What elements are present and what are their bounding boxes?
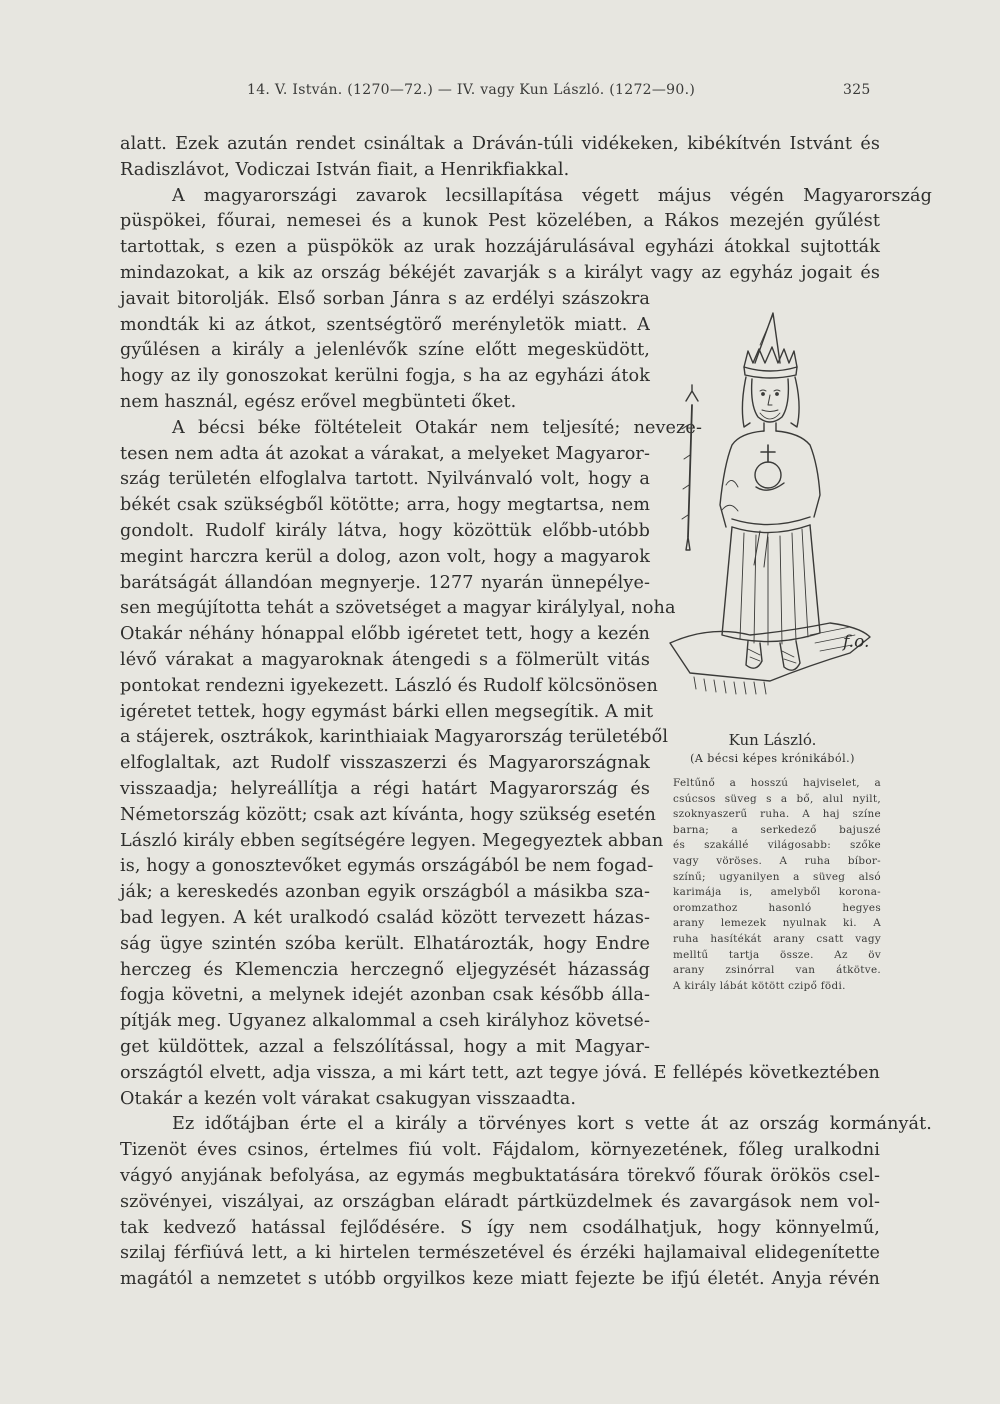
text-line: magától a nemzetet s utóbb orgyilkos keze miatt fejezte be ifjú életét. Anyja révén [120, 1269, 880, 1290]
text-line: vágyó anyjának befolyása, az egymás megbuktatására törekvő főurak örökös csel- [120, 1165, 880, 1186]
text-line: Radiszlávot, Vodiczai István fiait, a Henrikfiakkal. [120, 159, 570, 180]
king-illustration [660, 305, 885, 725]
caption-line: ruha hasítékát arany csatt vagy [673, 932, 881, 945]
text-line: tak kedvező hatással fejlődésére. S így nem csodálhatjuk, hogy könnyelmű, [120, 1217, 880, 1238]
artist-signature: f.o. [843, 632, 870, 652]
text-line: fogja követni, a melynek idejét azonban csak később álla- [120, 985, 650, 1006]
text-line: sen megújította tehát a szövetséget a magyar királylyal, noha [120, 598, 676, 619]
text-line: gyűlésen a király a jelenlévők színe előtt megesküdött, [120, 340, 650, 361]
text-line: Tizenöt éves csinos, értelmes fiú volt. Fájdalom, környezetének, főleg uralkodni [120, 1140, 880, 1161]
caption-line: és szakállé világosabb: szőke [673, 839, 881, 852]
figure-source: (A bécsi képes krónikából.) [690, 752, 855, 765]
text-line: nem használ, egész erővel megbünteti őket. [120, 391, 517, 412]
text-line: Otakár néhány hónappal előbb igéretet tett, hogy a kezén [120, 624, 650, 645]
caption-line: arany lemezek nyulnak ki. A [673, 917, 881, 930]
text-line: László király ebben segítségére legyen. Megegyeztek abban [120, 830, 664, 851]
caption-line: szoknyaszerű ruha. A haj színe [673, 808, 881, 821]
running-title: 14. V. István. (1270—72.) — IV. vagy Kun László. (1272—90.) [247, 82, 696, 98]
caption-line: arany zsinórral van átkötve. [673, 964, 881, 977]
text-line: ság ügye szintén szóba került. Elhatározták, hogy Endre [120, 933, 650, 954]
text-line: mindazokat, a kik az ország békéjét zavarják s a királyt vagy az egyház jogait és [120, 262, 880, 283]
text-line: szilaj férfiúvá lett, a ki hirtelen természetével és érzéki hajlamaival elidegenítette [120, 1243, 880, 1264]
text-line: pontokat rendezni igyekezett. László és Rudolf kölcsönösen [120, 675, 658, 696]
text-line: elfoglaltak, azt Rudolf visszaszerzi és Magyarországnak [120, 753, 650, 774]
figure-description [673, 776, 881, 994]
text-line: get küldöttek, azzal a felszólítással, hogy a mit Magyar- [120, 1036, 650, 1057]
caption-line: karimája is, amelyből korona- [673, 886, 881, 899]
text-line: megint harczra kerül a dolog, azon volt, hogy a magyarok [120, 546, 650, 567]
caption-line: melltű tartja össze. Az öv [673, 948, 881, 961]
text-line: Ez időtájban érte el a király a törvényes kort s vette át az ország kormányát. [172, 1114, 932, 1135]
text-line: hogy az ily gonoszokat kerülni fogja, s ha az egyházi átok [120, 366, 650, 387]
text-line: szövényei, viszályai, az országban eláradt pártküzdelmek és zavargások nem vol- [120, 1191, 880, 1212]
text-line: alatt. Ezek azután rendet csináltak a Dráván-túli vidékeken, kibékítvén Istvánt és [120, 134, 880, 154]
figure-title: Kun László. [728, 731, 817, 749]
text-line: pítják meg. Ugyanez alkalommal a cseh királyhoz követsé- [120, 1011, 650, 1032]
text-line: javait bitorolják. Első sorban Jánra s az erdélyi szászokra [120, 288, 650, 309]
body-text-top [120, 132, 932, 287]
text-line: országtól elvett, adja vissza, a mi kárt tett, azt tegye jóvá. E fellépés következtében [120, 1062, 880, 1083]
text-line: barátságát állandóan megnyerje. 1277 nyarán ünnepélye- [120, 572, 650, 593]
text-line: a stájerek, osztrákok, karinthiaiak Magyarország területéből [120, 727, 669, 748]
text-line: ják; a kereskedés azonban egyik országból a másikba sza- [120, 882, 650, 903]
caption-line: oromzathoz hasonló hegyes [673, 901, 881, 914]
text-line: A bécsi béke föltételeit Otakár nem teljesíté; neveze- [172, 417, 702, 438]
page-number: 325 [843, 82, 871, 98]
text-line: tesen nem adta át azokat a várakat, a melyeket Magyaror- [120, 443, 650, 464]
text-line: püspökei, főurai, nemesei és a kunok Pest közelében, a Rákos mezején gyűlést [120, 211, 880, 232]
text-line: herczeg és Klemenczia herczegnő eljegyzését házasság [120, 959, 650, 980]
text-line: tartottak, s ezen a püspökök az urak hozzájárulásával egyházi átokkal sujtották [120, 237, 880, 258]
caption-line: vagy vöröses. A ruha bíbor- [673, 854, 881, 867]
text-line: bad legyen. A két uralkodó család között tervezett házas- [120, 907, 650, 928]
body-text-bottom [120, 1061, 932, 1293]
text-line: igéretet tettek, hogy egymást bárki ellen megsegítik. A mit [120, 701, 654, 722]
text-line: gondolt. Rudolf király látva, hogy közöttük előbb-utóbb [120, 520, 650, 541]
text-line: szág területén elfoglalva tartott. Nyilvánvaló volt, hogy a [120, 469, 650, 490]
caption-line: csúcsos süveg s a bő, alul nyilt, [673, 792, 881, 805]
text-line: lévő várakat a magyaroknak átengedi s a fölmerült vitás [120, 649, 650, 670]
text-line: békét csak szükségből kötötte; arra, hogy megtartsa, nem [120, 495, 650, 516]
text-line: A magyarországi zavarok lecsillapítása végett május végén Magyarország [172, 185, 932, 206]
text-line: Németország között; csak azt kívánta, hogy szükség esetén [120, 804, 656, 825]
caption-line: barna; a serkedező bajuszé [673, 823, 881, 836]
text-line: is, hogy a gonosztevőket egymás országából be nem fogad- [120, 856, 654, 877]
text-line: Otakár a kezén volt várakat csakugyan visszaadta. [120, 1088, 577, 1109]
text-line: mondták ki az átkot, szentségtörő merényletök miatt. A [120, 314, 650, 335]
caption-line: A király lábát kötött czipő födi. [673, 979, 846, 992]
caption-line: Feltűnő a hosszú hajviselet, a [673, 777, 881, 789]
text-line: visszaadja; helyreállítja a régi határt Magyarország és [120, 778, 650, 799]
caption-line: színű; ugyanilyen a süveg alsó [673, 870, 881, 883]
